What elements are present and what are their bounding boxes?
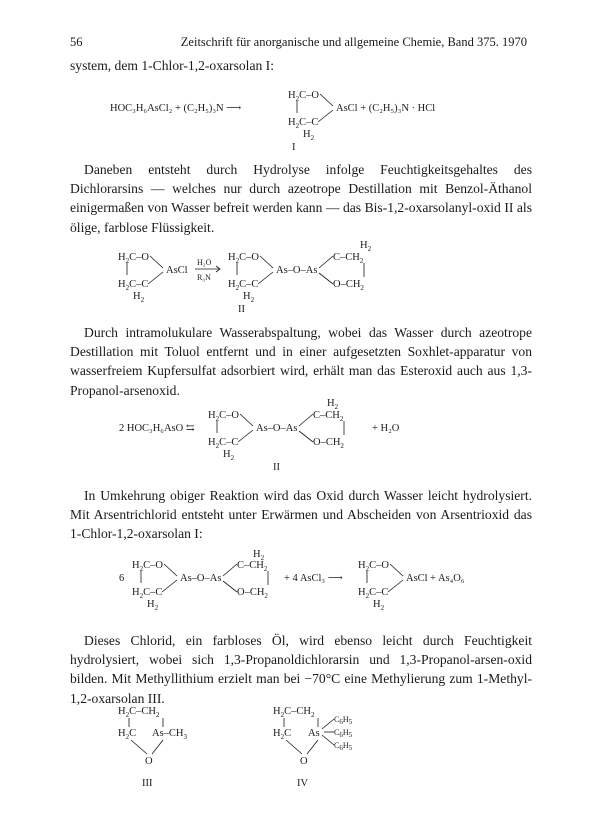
page-number: 56 [70,35,83,49]
svg-text:H2C–C: $H_2C-C$ [228,279,259,292]
paragraph-2: Daneben entsteht durch Hydrolyse infolge Feuchtigkeitsgehaltes des Dichlorarsins — welches nur durch azeotrope Destillation mit Benzol-Äthanol einigermaßen von Wasser befreit werden kann — das Bis-1,2-oxarsolanyl-oxid II als ölige, farblose Flüssigkeit. [70,162,532,235]
eq3-label: II [273,462,280,473]
svg-text:C–CH2: $C-CH_2$ [333,252,364,265]
journal-title: Zeitschrift für anorganische und allgemeine Chemie, Band 375. 1970 [180,35,527,49]
svg-text:O–CH2: $O-CH_2$ [313,437,344,450]
equation-4 [0,548,600,618]
svg-text:C6H5: C6H5 [334,715,353,726]
eq1-ring-top: $H_2C-O$ [288,90,319,103]
svg-text:As–O–As: As–O–As [180,573,222,584]
eq2-label: II [238,304,245,315]
svg-text:H2: $H_2$ [243,291,255,304]
eq2-reagent-top: H₂O [197,258,212,267]
svg-text:H2C–C: $H_2C-C$ [358,587,389,600]
svg-text:O–CH2: $O-CH_2$ [333,279,364,292]
svg-text:H2: $H_2$ [373,599,385,612]
svg-text:O–CH2: $O-CH_2$ [237,587,268,600]
svg-text:H2: $H_2$ [253,549,265,562]
svg-text:H2: $H_2$ [360,240,372,253]
eq1-ring-bond-c [318,110,333,122]
svg-text:H2C–O: $H_2C-O$ [358,560,389,573]
eq2-as-o-as: As–O–As [276,265,318,276]
equation-1 [0,86,600,156]
equation-5 [0,700,600,810]
eq5-label-iv: IV [297,778,309,789]
svg-text:H2C–O: $H_2C-O$ [228,252,259,265]
eq3-reactant: 2 HOC₃H₆AsO ⇆ [119,423,195,434]
eq3-byproduct: + H₂O [372,423,400,434]
eq4-ascl: AsCl [406,573,428,584]
svg-text:H2C: $H_2C$ [273,728,292,741]
paragraph-1: system, dem 1-Chlor-1,2-oxarsolan I: [70,58,274,73]
svg-text:C6H5: C6H5 [334,728,353,739]
svg-text:C–CH2: $C-CH_2$ [313,410,344,423]
eq4-byproduct: + As₄O₆ [430,573,465,584]
eq3-as-o-as: As–O–As [256,423,298,434]
eq1-ring-bond-o [320,94,333,106]
eq1-label: I [292,142,296,153]
svg-text:O: O [145,756,153,767]
eq2-ring1-top: $H_2C-O$ [118,252,149,265]
svg-text:H2: $H_2$ [223,449,235,462]
paragraph-3: Durch intramolukulare Wasserabspaltung, wobei das Wasser durch azeotrope Destillation mit Toluol entfernt und in einer aufgesetzten Soxhlet-apparatur von wasserfreiem Kupfersulfat adsorbiert wird, erhält man das Esteroxid auch aus 1,3-Propanol-arsenoxid. [70,325,532,398]
eq5-iii-top: $H_2C-CH_2$ [118,706,160,719]
svg-text:H2: $H_2$ [147,599,159,612]
svg-text:H2C–O: $H_2C-O$ [208,410,239,423]
svg-text:As–CH3: $As-CH_3$ [152,728,188,741]
eq1-product: AsCl + (C₂H₅)₃N · HCl [336,103,436,114]
eq5-label-iii: III [142,778,153,789]
svg-text:O: O [300,756,308,767]
equation-3 [0,394,600,474]
equation-2 [0,236,600,316]
svg-text:H2C–C: $H_2C-C$ [208,437,239,450]
eq2-reagent-bottom: R₃N [197,273,211,282]
svg-text:H2C: $H_2C$ [118,728,137,741]
svg-text:H2: $H_2$ [327,398,339,411]
eq1-ring-bottom: $H_2C-C$ [288,117,319,130]
paragraph-4: In Umkehrung obiger Reaktion wird das Oxid durch Wasser leicht hydrolysiert. Mit Arsentrichlorid entsteht unter Erwärmen und Abscheiden von Arsentrioxid das 1-Chlor-1,2-oxarsolan I: [70,488,532,542]
eq1-reactant: HOC₃H₆AsCl₂ + (C₂H₅)₃N ⟶ [110,103,242,114]
svg-text:C6H5: C6H5 [334,741,353,752]
paragraph-5: Dieses Chlorid, ein farbloses Öl, wird ebenso leicht durch Feuchtigkeit hydrolysiert, wobei sich 1,3-Propanoldichlorarsin und 1,3-Propanol-arsen-oxid bilden. Mit Methyllithium erzielt man bei −70°C eine Methylierung zum 1-Methyl-1,2-oxarsolan III. [70,633,532,706]
eq2-ascl: AsCl [166,265,188,276]
svg-text:C–CH2: $C-CH_2$ [237,560,268,573]
eq4-coefficient: 6 [119,573,125,584]
eq5-iv-top: $H_2C-CH_2$ [273,706,315,719]
svg-text:H2: $H_2$ [133,291,145,304]
eq1-ring-ch2: $H_2$ [303,129,315,142]
eq4-middle: + 4 AsCl₃ ⟶ [284,573,343,584]
svg-text:As: As [308,728,320,739]
svg-text:H2C–O: $H_2C-O$ [132,560,163,573]
eq2-ring1-bottom: $H_2C-C$ [118,279,149,292]
svg-text:H2C–C: $H_2C-C$ [132,587,163,600]
